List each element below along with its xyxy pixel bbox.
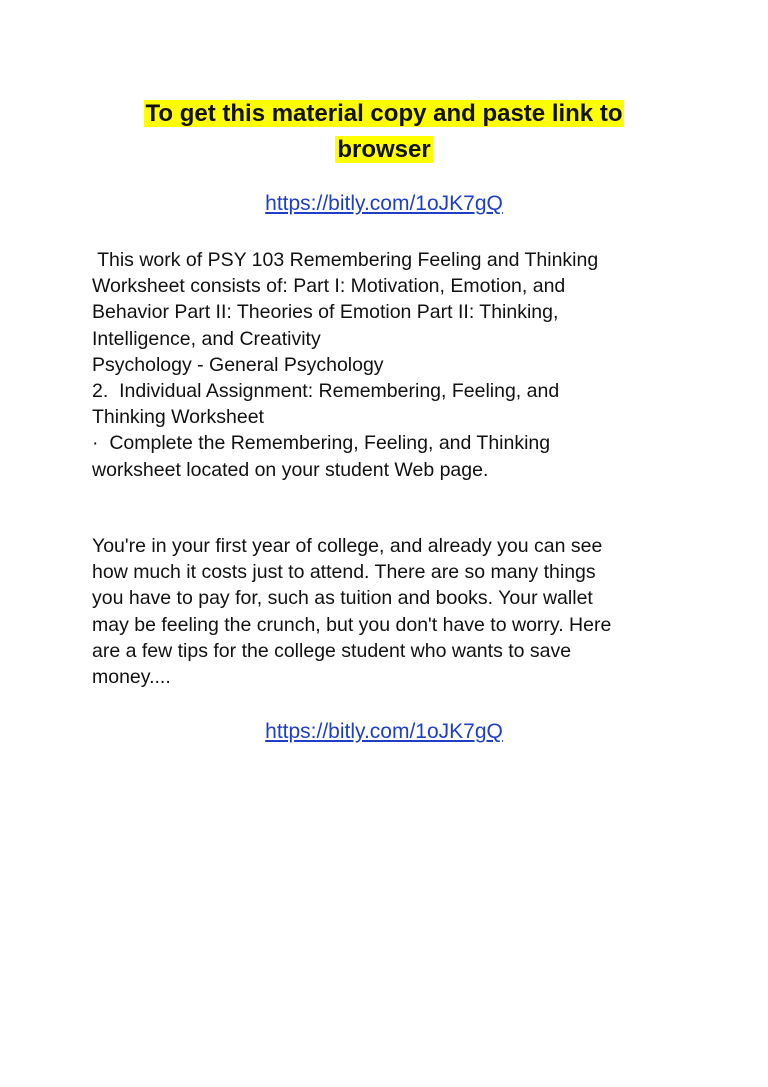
paragraph-line: Thinking Worksheet xyxy=(92,406,264,429)
paragraph-line: worksheet located on your student Web page. xyxy=(92,458,489,481)
paragraph-line: Behavior Part II: Theories of Emotion Part II: Thinking, xyxy=(92,301,559,324)
material-link-bottom[interactable]: https://bitly.com/1oJK7gQ xyxy=(265,720,503,743)
paragraph-line: may be feeling the crunch, but you don't have to worry. Here xyxy=(92,613,612,636)
paragraph-line: Intelligence, and Creativity xyxy=(92,327,321,350)
paragraph-line: money.... xyxy=(92,666,171,689)
paragraph-line: Worksheet consists of: Part I: Motivation, Emotion, and xyxy=(92,275,566,298)
paragraph-line: 2. Individual Assignment: Remembering, Feeling, and xyxy=(92,380,560,403)
heading-line-1: To get this material copy and paste link to xyxy=(145,100,623,127)
paragraph-line: are a few tips for the college student who wants to save xyxy=(92,639,572,662)
material-link-top[interactable]: https://bitly.com/1oJK7gQ xyxy=(265,192,503,215)
heading-line-2: browser xyxy=(337,136,431,163)
paragraph-line: how much it costs just to attend. There are so many things xyxy=(92,561,596,584)
paragraph-line: Psychology - General Psychology xyxy=(92,353,384,376)
tips-paragraph xyxy=(92,533,682,690)
description-paragraph xyxy=(92,247,682,483)
paragraph-line: · Complete the Remembering, Feeling, and Thinking xyxy=(92,432,551,455)
page-heading xyxy=(92,96,676,168)
paragraph-line: This work of PSY 103 Remembering Feeling and Thinking xyxy=(92,249,599,271)
paragraph-line: you have to pay for, such as tuition and books. Your wallet xyxy=(92,587,593,610)
paragraph-line: You're in your first year of college, and already you can see xyxy=(92,535,603,557)
